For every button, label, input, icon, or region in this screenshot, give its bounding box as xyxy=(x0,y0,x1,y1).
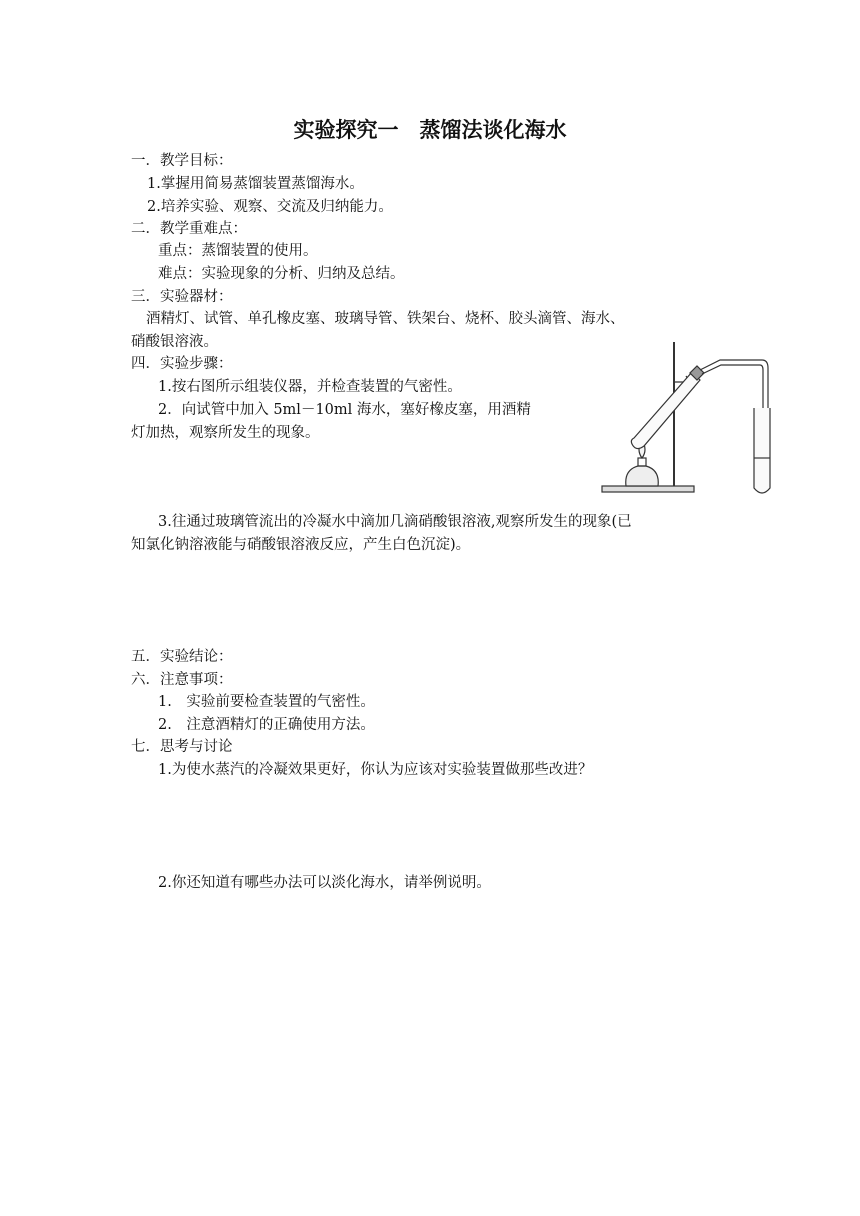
section-4-step: 1.按右图所示组装仪器，并检查装置的气密性。 xyxy=(158,379,462,395)
section-3-heading: 三．实验器材： xyxy=(131,289,233,305)
section-1-heading: 一．教学目标： xyxy=(131,153,233,169)
receiving-tube xyxy=(754,408,770,493)
stand-base xyxy=(602,486,694,492)
section-4-heading: 四．实验步骤： xyxy=(131,356,233,372)
section-6-heading: 六．注意事项： xyxy=(131,672,233,688)
section-2-heading: 二．教学重难点： xyxy=(131,221,247,237)
delivery-tube xyxy=(700,360,768,408)
section-7-heading: 七．思考与讨论 xyxy=(131,739,233,755)
section-3-text: 酒精灯、试管、单孔橡皮塞、玻璃导管、铁架台、烧杯、胶头滴管、海水、 xyxy=(146,311,625,327)
section-1-item: 2.培养实验、观察、交流及归纳能力。 xyxy=(147,199,393,215)
section-3-text: 硝酸银溶液。 xyxy=(131,334,218,350)
distillation-apparatus-figure xyxy=(596,338,786,500)
test-tube xyxy=(631,372,700,449)
section-1-item: 1.掌握用简易蒸馏装置蒸馏海水。 xyxy=(147,176,364,192)
section-7-question: 2.你还知道有哪些办法可以淡化海水，请举例说明。 xyxy=(158,875,491,891)
section-7-question: 1.为使水蒸汽的冷凝效果更好，你认为应该对实验装置做那些改进？ xyxy=(158,762,593,778)
section-4-step: 灯加热，观察所发生的现象。 xyxy=(131,425,320,441)
alcohol-lamp xyxy=(626,466,659,486)
page-title: 实验探究一 蒸馏法谈化海水 xyxy=(293,118,567,142)
section-4-step: 知氯化钠溶液能与硝酸银溶液反应，产生白色沉淀)。 xyxy=(131,537,471,553)
section-6-item: 1. 实验前要检查装置的气密性。 xyxy=(158,694,375,710)
section-2-item: 重点：蒸馏装置的使用。 xyxy=(158,243,318,259)
section-5-heading: 五．实验结论： xyxy=(131,649,233,665)
section-2-item: 难点：实验现象的分析、归纳及总结。 xyxy=(158,266,405,282)
section-4-step: 2．向试管中加入 5ml－10ml 海水，塞好橡皮塞，用酒精 xyxy=(158,402,531,418)
lamp-neck xyxy=(638,458,646,466)
section-6-item: 2. 注意酒精灯的正确使用方法。 xyxy=(158,717,375,733)
section-4-step: 3.往通过玻璃管流出的冷凝水中滴加几滴硝酸银溶液,观察所发生的现象(已 xyxy=(158,514,632,530)
